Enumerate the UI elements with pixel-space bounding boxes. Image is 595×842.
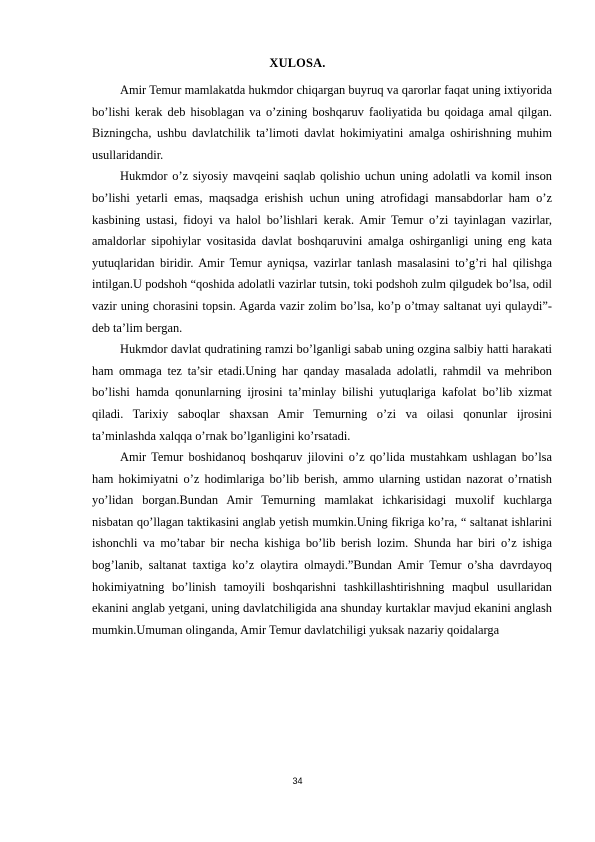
section-title: XULOSA. xyxy=(269,56,326,70)
page-number: 34 xyxy=(292,776,303,786)
paragraph-3: Hukmdor davlat qudratining ramzi bo’lganligi sabab uning ozgina salbiy hatti harakati ham ommaga tez ta’sir etadi.Uning har qanday masalada adolatli, rahmdil va mehribon bo’lishi hamda qonunlarning ijrosini ta’minlay bilishi yutuqlariga kafolat bo’lib xizmat qiladi. Tarixiy saboqlar shaxsan Amir Temurning o’zi va oilasi qonunlar ijrosini ta’minlashda xalqqa o’rnak bo’lganligini ko’rsatadi. xyxy=(92,342,552,443)
paragraph-1: Amir Temur mamlakatda hukmdor chiqargan buyruq va qarorlar faqat uning ixtiyorida bo’lishi kerak deb hisoblagan va o’zining boshqaruv faoliyatida bu qoidaga amal qilgan. Bizningcha, ushbu davlatchilik ta’limoti davlat hokimiyatini amalga oshirishning muhim usullaridandir. xyxy=(92,83,552,162)
body-text xyxy=(92,80,552,641)
paragraph-4: Amir Temur boshidanoq boshqaruv jilovini o’z qo’lida mustahkam ushlagan bo’lsa ham hokimiyatni o’z hodimlariga bo’lib berish, ammo ularning ustidan nazorat o’rnatish yo’lidan borgan.Bundan Amir Temurning mamlakat ichkarisidagi muxolif kuchlarga nisbatan qo’llagan taktikasini anglab yetish mumkin.Uning fikriga ko’ra, “ saltanat ishlarini ishonchli va mo’tabar bir necha kishiga bo’lib berish lozim. Shunda har biri o’z ishiga bog’lanib, saltanat taxtiga ko’z olaytira olmaydi.”Bundan Amir Temur o’sha davrdayoq hokimiyatning bo’linish tamoyili boshqarishni tashkillashtirishning maqbul usullaridan ekanini anglab yetgani, uning davlatchiligida ana shunday kurtaklar mavjud ekanini anglash mumkin.Umuman olinganda, Amir Temur davlatchiligi yuksak nazariy qoidalarga xyxy=(92,450,552,637)
paragraph-2: Hukmdor o’z siyosiy mavqeini saqlab qolishio uchun uning adolatli va komil inson bo’lishi yetarli emas, maqsadga erishish uchun uning atrofidagi mansabdorlar ham o’z kasbining ustasi, fidoyi va halol bo’lishlari kerak. Amir Temur o’zi tayinlagan vazirlar, amaldorlar sipohiylar vositasida davlat boshqaruvini amalga oshirganligi uning eng kata yutuqlaridan biridir. Amir Temur ayniqsa, vazirlar tanlash masalasini to’g’ri hal qilishga intilgan.U podshoh “qoshida adolatli vazirlar tutsin, toki podshoh zulm qilgudek bo’lsa, odil vazir uning chorasini topsin. Agarda vazir zolim bo’lsa, ko’p o’tmay saltanat uyi qulaydi”- deb ta’lim bergan. xyxy=(92,169,552,335)
